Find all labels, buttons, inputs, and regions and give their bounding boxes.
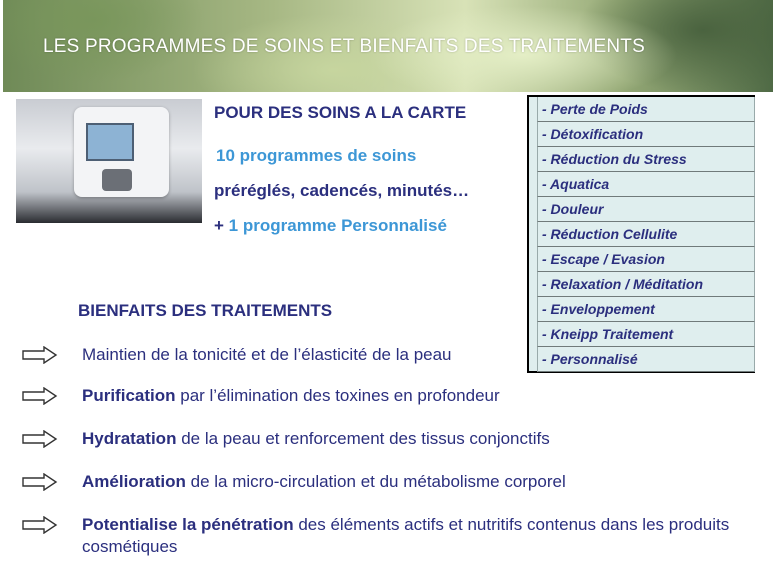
benefit-item	[22, 428, 762, 454]
soins-title: POUR DES SOINS A LA CARTE	[214, 103, 467, 122]
benefit-item	[22, 385, 762, 411]
outline-right-arrow-icon	[22, 430, 58, 448]
benefit-text	[82, 471, 762, 493]
programme-item: - Perte de Poids	[537, 97, 755, 122]
programme-item: - Aquatica	[537, 172, 755, 197]
benefit-bold: Amélioration	[82, 472, 186, 491]
benefit-rest: par l’élimination des toxines en profondeur	[175, 386, 500, 405]
benefit-bold: Potentialise la pénétration	[82, 515, 294, 534]
benefit-rest: Maintien de la tonicité et de l’élasticité de la peau	[82, 345, 452, 364]
personnalise-text: 1 programme Personnalisé	[228, 216, 447, 235]
programme-item: - Personnalisé	[537, 347, 755, 372]
programme-item: - Réduction du Stress	[537, 147, 755, 172]
programme-item: - Kneipp Traitement	[537, 322, 755, 347]
benefit-item	[22, 344, 762, 370]
benefit-item	[22, 514, 762, 562]
soins-line-programmes: 10 programmes de soins	[216, 146, 417, 165]
soins-line-regles: préréglés, cadencés, minutés…	[214, 181, 470, 200]
benefit-rest: des éléments actifs et nutritifs contenus dans les produits cosmétiques	[82, 515, 730, 556]
soins-line-personnalise	[214, 216, 447, 236]
programme-item: - Détoxification	[537, 122, 755, 147]
benefit-item	[22, 471, 762, 497]
outline-right-arrow-icon	[22, 346, 58, 364]
page-title: LES PROGRAMMES DE SOINS ET BIENFAITS DES TRAITEMENTS	[43, 36, 645, 57]
programme-item: - Relaxation / Méditation	[537, 272, 755, 297]
benefit-text	[82, 514, 762, 558]
programme-item: - Enveloppement	[537, 297, 755, 322]
header-banner	[3, 0, 773, 92]
device-knob	[102, 169, 132, 191]
programme-item: - Réduction Cellulite	[537, 222, 755, 247]
benefit-text	[82, 344, 762, 366]
programmes-list	[527, 95, 755, 373]
benefit-rest: de la micro-circulation et du métabolisme corporel	[185, 472, 566, 491]
programme-item: - Escape / Evasion	[537, 247, 755, 272]
outline-right-arrow-icon	[22, 387, 58, 405]
benefit-text	[82, 385, 762, 407]
plus-sign: +	[214, 216, 224, 235]
programme-item: - Douleur	[537, 197, 755, 222]
benefit-text	[82, 428, 762, 450]
benefit-bold: Purification	[82, 386, 176, 405]
outline-right-arrow-icon	[22, 473, 58, 491]
benefit-bold: Hydratation	[82, 429, 177, 448]
outline-right-arrow-icon	[22, 516, 58, 534]
benefit-rest: de la peau et renforcement des tissus conjonctifs	[176, 429, 550, 448]
device-screen	[86, 123, 134, 161]
bienfaits-title: BIENFAITS DES TRAITEMENTS	[78, 301, 333, 320]
spa-device-photo	[16, 99, 202, 223]
